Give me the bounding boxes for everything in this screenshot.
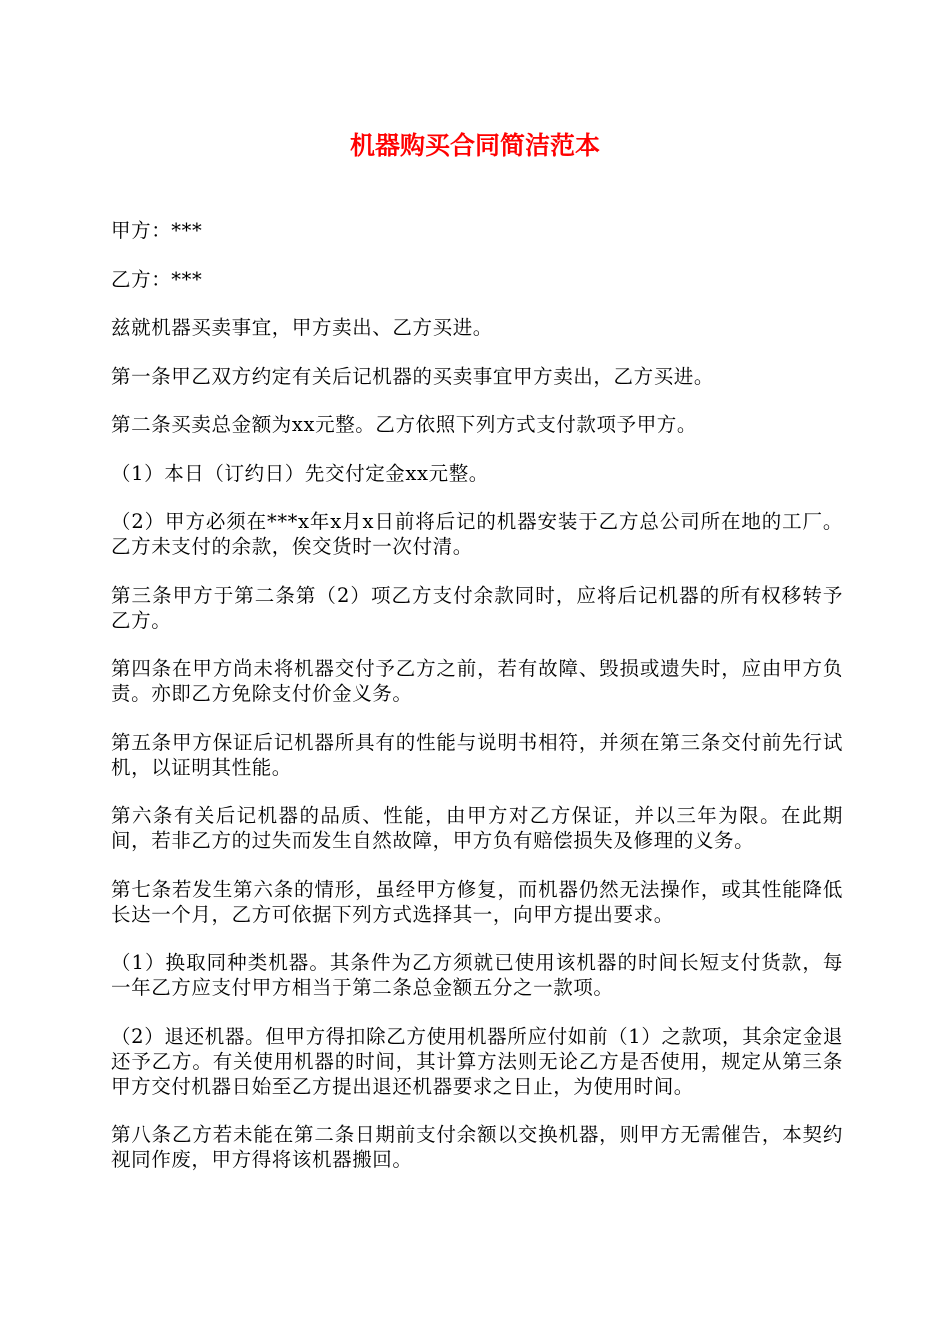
article-6-paragraph: 第六条有关后记机器的品质、性能，由甲方对乙方保证，并以三年为限。在此期间，若非乙方的过失而发生自然故障，甲方负有赔偿损失及修理的义务。	[111, 804, 843, 852]
preamble-paragraph: 兹就机器买卖事宜，甲方卖出、乙方买进。	[111, 316, 493, 339]
article-2-item-2: （2）甲方必须在***x年x月x日前将后记的机器安装于乙方总公司所在地的工厂。乙方未支付的余款，俟交货时一次付清。	[111, 510, 843, 558]
article-1-paragraph: 第一条甲乙双方约定有关后记机器的买卖事宜甲方卖出，乙方买进。	[111, 364, 715, 388]
article-5-paragraph: 第五条甲方保证后记机器所具有的性能与说明书相符，并须在第三条交付前先行试机，以证明其性能。	[111, 730, 843, 779]
article-2-paragraph: 第二条买卖总金额为xx元整。乙方依照下列方式支付款项予甲方。	[111, 413, 697, 436]
party-b-line: 乙方：***	[111, 267, 203, 291]
party-a-line: 甲方：***	[111, 219, 203, 242]
document-title: 机器购买合同简洁范本	[349, 131, 600, 160]
article-7-item-1: （1）换取同种类机器。其条件为乙方须就已使用该机器的时间长短支付货款，每一年乙方应支付甲方相当于第二条总金额五分之一款项。	[111, 951, 843, 999]
article-2-item-1: （1）本日（订约日）先交付定金xx元整。	[111, 461, 489, 485]
article-7-item-2: （2）退还机器。但甲方得扣除乙方使用机器所应付如前（1）之款项，其余定金退还予乙方。有关使用机器的时间，其计算方法则无论乙方是否使用，规定从第三条甲方交付机器日始至乙方提出退还机器要求之日止，为使用时间。	[111, 1024, 843, 1098]
article-3-paragraph: 第三条甲方于第二条第（2）项乙方支付余款同时，应将后记机器的所有权移转予乙方。	[111, 583, 843, 632]
article-4-paragraph: 第四条在甲方尚未将机器交付予乙方之前，若有故障、毁损或遗失时，应由甲方负责。亦即乙方免除支付价金义务。	[111, 657, 843, 705]
article-8-paragraph: 第八条乙方若未能在第二条日期前支付余额以交换机器，则甲方无需催告，本契约视同作废，甲方得将该机器搬回。	[111, 1123, 843, 1171]
article-7-paragraph: 第七条若发生第六条的情形，虽经甲方修复，而机器仍然无法操作，或其性能降低长达一个月，乙方可依据下列方式选择其一，向甲方提出要求。	[111, 877, 843, 926]
document-body	[111, 218, 843, 1196]
